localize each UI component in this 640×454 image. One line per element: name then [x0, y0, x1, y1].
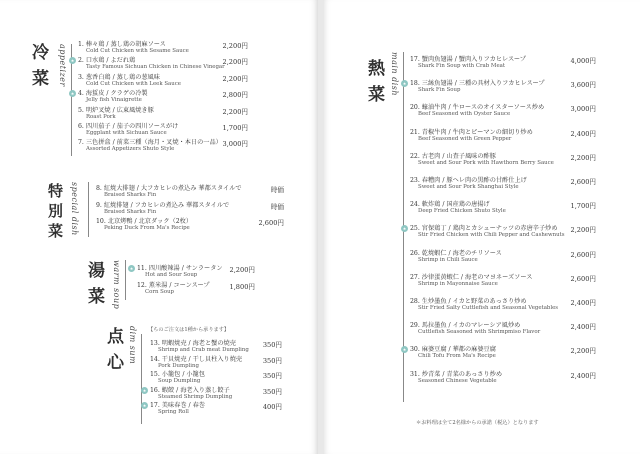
- menu-item-name-en: Assorted Appetizers Shuto Style: [86, 146, 175, 153]
- menu-item-name-en: Chili Tofu From Ma's Recipe: [418, 353, 496, 360]
- menu-item-name-jp: 9. 紅焼排翅 / フカヒレの煮込み 華都スタイルで: [96, 201, 230, 209]
- menu-item: [150, 356, 242, 370]
- menu-item-name-en: Corn Soup: [145, 289, 174, 295]
- menu-item: [410, 104, 544, 118]
- menu-item-name-en: Seasoned Chinese Vegetable: [418, 377, 497, 384]
- soup-divider: [125, 260, 126, 300]
- menu-item: [78, 123, 178, 137]
- menu-item-name-en: Stir Fried Salty Cuttlefish and Seasonal Vegetables: [418, 305, 559, 311]
- menu-item: [410, 346, 496, 360]
- menu-item-name-en: Stir Fried Chicken with Chili Pepper and Cashewnuts: [418, 232, 565, 239]
- menu-item-price: 2,600円: [570, 178, 596, 186]
- menu-item-name-en: Eggplant with Sichuan Sauce: [86, 130, 167, 136]
- recommend-badge-icon: ★: [402, 81, 407, 87]
- menu-item-price: 350円: [262, 387, 282, 396]
- menu-item-name-jp: 17. 美味春巻 / 春巻: [150, 402, 205, 409]
- menu-item-name-jp: 8. 紅焼大排翅 / 大フカヒレの煮込み 華都スタイルで: [96, 185, 242, 192]
- menu-item-name-jp: 5. 明炉叉焼 / 広東風焼き豚: [78, 106, 154, 114]
- special-title-en: special dish: [70, 182, 79, 236]
- menu-item: [150, 340, 249, 354]
- menu-item-price: 2,400円: [570, 129, 596, 138]
- menu-item-name-jp: 16. 蝦餃 / 海老入り蒸し餃子: [150, 386, 230, 394]
- menu-item: [410, 298, 558, 312]
- menu-item: [78, 107, 154, 121]
- menu-item-name-en: Beef Seasoned with Oyster Sauce: [418, 111, 511, 118]
- menu-item: [410, 153, 554, 167]
- menu-item: [96, 185, 242, 199]
- main-title-en: main dish: [390, 52, 399, 97]
- menu-item-price: 2,200円: [229, 266, 255, 274]
- menu-item-name-en: Shark Fin Soup with Crab Meat: [418, 63, 506, 69]
- menu-item-name-en: Steamed Shrimp Dumpling: [158, 393, 233, 400]
- main-footer-note: ＊お料理は全て2名様からの承諾（税込）となります: [416, 420, 539, 426]
- menu-item: [410, 322, 540, 336]
- menu-item-price: 4,000円: [570, 57, 596, 65]
- menu-item-name-jp: 20. 蠔油牛肉 / 牛ロースのオイスターソース炒め: [410, 104, 545, 112]
- special-title-jp: 特別菜: [48, 182, 65, 240]
- menu-item-price: 2,600円: [570, 250, 596, 259]
- recommend-badge-icon: ★: [402, 347, 407, 353]
- soup-title-en: warm soup: [112, 260, 121, 310]
- menu-item-price: 1,700円: [222, 124, 248, 132]
- menu-item-price: 350円: [262, 356, 282, 365]
- main-title-jp: 熱菜: [368, 59, 386, 105]
- menu-item: [96, 202, 229, 216]
- menu-item-name-jp: 26. 乾焼蝦仁 / 海老のチリソース: [410, 249, 502, 257]
- menu-item-name-en: Shark Fin Soup: [418, 87, 461, 94]
- recommend-badge-icon: ★: [402, 226, 407, 232]
- menu-item: [150, 387, 232, 401]
- menu-item: [410, 250, 502, 264]
- menu-item-name-en: Beef Seasoned with Green Pepper: [418, 135, 512, 142]
- menu-item: [78, 74, 181, 88]
- menu-item-name-en: Braised Sharks Fin: [104, 192, 157, 198]
- menu-item-name-jp: 2. 口水鶏 / よだれ鶏: [78, 57, 136, 65]
- menu-item-price: 2,800円: [222, 91, 248, 100]
- menu-item-name-jp: 28. 生炒墨魚 / イカと野菜のあっさり炒め: [410, 298, 527, 305]
- menu-item-name-jp: 27. 沙律蛋黄蝦仁 / 海老のマヨネーズソース: [410, 273, 533, 281]
- menu-item-name-en: Shrimp in Chili Sauce: [418, 256, 478, 263]
- menu-item-price: 2,200円: [222, 107, 248, 116]
- menu-item-name-jp: 18. 三絲魚翅湯 / 三種の具材入りフカヒレスープ: [410, 80, 545, 88]
- menu-item-name-jp: 4. 海蜇皮 / クラゲの冷製: [78, 90, 148, 98]
- cold-title-en: appetizer: [58, 44, 67, 87]
- menu-item: [410, 225, 565, 239]
- recommend-badge-icon: ★: [70, 91, 75, 97]
- menu-item: [78, 139, 222, 153]
- menu-item-price: 2,200円: [222, 74, 248, 83]
- menu-item-price: 3,600円: [570, 81, 596, 90]
- dimsum-title-en: dim sum: [128, 326, 137, 365]
- menu-item-name-jp: 10. 北京烤鴨 / 北京ダック（2枚）: [96, 218, 193, 225]
- menu-item-name-en: Cold Cut Chicken with Leek Sauce: [86, 80, 181, 87]
- menu-item-price: 2,200円: [222, 58, 248, 67]
- menu-item-price: 1,800円: [229, 283, 255, 291]
- menu-item-name-jp: 21. 青椒牛肉 / 牛肉とピーマンの細切り炒め: [410, 128, 533, 136]
- menu-item-price: 2,400円: [570, 323, 596, 332]
- cold-title-jp: 冷菜: [32, 43, 50, 89]
- menu-item-price: 2,200円: [570, 153, 596, 162]
- menu-item: [410, 371, 502, 385]
- menu-item-name-en: Deep Fried Chicken Shuto Style: [418, 208, 506, 215]
- menu-item-name-en: Cuttlefish Seasoned with Shrimpmiso Flavor: [418, 329, 541, 336]
- menu-item-price: 2,400円: [570, 299, 596, 307]
- menu-item: [78, 57, 225, 71]
- recommend-badge-icon: ★: [129, 266, 134, 271]
- dimsum-note: 【ちのご注文は1種から承ります】: [148, 327, 230, 333]
- menu-item: [410, 177, 527, 191]
- menu-item-name-en: Tasty Famous Sichuan Chicken in Chinese Vinegar: [86, 64, 225, 71]
- menu-item-name-en: Soup Dumpling: [158, 378, 201, 384]
- menu-item-name-jp: 24. 軟炸鶏 / 国産鶏の唐揚げ: [410, 201, 490, 209]
- recommend-badge-icon: ★: [142, 403, 147, 408]
- menu-item: [137, 282, 210, 296]
- menu-item: [410, 80, 545, 94]
- menu-item-name-en: Jelly fish Vinaigrette: [86, 97, 142, 104]
- menu-item-name-jp: 31. 炒青菜 / 青菜のあっさり炒め: [410, 370, 503, 378]
- menu-item-price: 1,700円: [570, 202, 596, 211]
- menu-item-name-en: Spring Roll: [158, 409, 189, 415]
- menu-item-name-jp: 15. 小籠包 / 小籠包: [150, 371, 205, 378]
- menu-item-price: 時価: [270, 202, 284, 211]
- menu-item-name-jp: 11. 四川酸辣湯 / サンラータン: [137, 265, 223, 272]
- menu-item-price: 350円: [262, 372, 282, 380]
- menu-item-price: 350円: [262, 341, 282, 349]
- menu-item-name-en: Cold Cut Chicken with Sesame Sauce: [86, 48, 189, 54]
- menu-item: [150, 371, 205, 385]
- menu-item: [410, 56, 526, 70]
- menu-item-price: 400円: [262, 403, 282, 411]
- menu-item-name-jp: 25. 宮保鶏丁 / 鶏肉とカシューナッツの赤唐辛子炒め: [410, 225, 558, 233]
- menu-item-name-jp: 1. 棒々鶏 / 蒸し鶏の胡麻ソース: [78, 41, 166, 48]
- menu-item-price: 2,200円: [570, 347, 596, 356]
- menu-item: [96, 218, 192, 232]
- menu-item-name-en: Braised Sharks Fin: [104, 208, 157, 215]
- menu-item-name-jp: 3. 葱香白鶏 / 蒸し鶏の葱風味: [78, 73, 160, 81]
- menu-item-name-en: Shrimp and Crab meat Dumpling: [158, 347, 249, 353]
- menu-item-name-en: Hot and Sour Soup: [145, 272, 198, 278]
- menu-item-price: 2,400円: [570, 371, 596, 380]
- menu-item: [410, 274, 532, 288]
- menu-item: [78, 41, 189, 55]
- menu-item-name-jp: 22. 古老肉 / 山査子風味の酢豚: [410, 152, 496, 160]
- menu-item-name-jp: 30. 麻婆豆腐 / 華都の麻婆豆腐: [410, 346, 496, 354]
- menu-item-price: 3,000円: [570, 105, 596, 114]
- menu-item-name-jp: 7. 三色拼盒 / 前菜三種（海月・叉焼・本日の一品）: [78, 139, 222, 147]
- recommend-badge-icon: ★: [70, 58, 75, 64]
- menu-item-price: 時価: [270, 186, 284, 194]
- soup-title-jp: 湯菜: [88, 261, 106, 307]
- dimsum-divider: [141, 334, 142, 424]
- menu-item-price: 2,600円: [570, 274, 596, 283]
- special-divider: [88, 182, 89, 237]
- menu-item: [150, 402, 205, 416]
- menu-item-name-en: Roast Pork: [86, 113, 116, 120]
- menu-item-name-en: Sweet and Sour Pork with Hawthorn Berry Sauce: [418, 159, 554, 166]
- menu-item-price: 2,200円: [570, 226, 596, 235]
- menu-item-name-jp: 6. 四川茄子 / 茄子の四川ソースがけ: [78, 123, 179, 130]
- menu-item-name-jp: 13. 明蝦焼売 / 海老と蟹の焼売: [150, 340, 236, 347]
- menu-item-name-jp: 12. 薫米湯 / コーンスープ: [137, 282, 210, 289]
- menu-item-price: 2,600円: [258, 219, 284, 227]
- menu-item: [78, 90, 148, 104]
- menu-item-name-en: Peking Duck From Ma's Recipe: [104, 225, 190, 231]
- menu-item-name-en: Shrimp in Mayonnaise Sauce: [418, 280, 498, 287]
- menu-item-price: 2,200円: [222, 42, 248, 50]
- menu-item-price: 3,000円: [222, 140, 248, 149]
- menu-item-name-en: Sweet and Sour Pork Shanghai Style: [418, 184, 519, 190]
- menu-item-name-jp: 29. 馬拉墨魚 / イカのマレーシア風炒め: [410, 322, 521, 330]
- menu-item-name-jp: 17. 蟹肉魚翅湯 / 蟹肉入りフカヒレスープ: [410, 56, 526, 63]
- recommend-badge-icon: ★: [142, 387, 147, 393]
- menu-item: [410, 201, 506, 215]
- menu-item-name-en: Pork Dumpling: [158, 362, 199, 369]
- menu-item: [137, 265, 223, 279]
- menu-item-name-jp: 14. 干貝焼売 / 干し貝柱入り焼売: [150, 355, 243, 363]
- menu-item-name-jp: 23. 春糟肉 / 豚ヘレ肉の黒酢の甘酢仕上げ: [410, 177, 527, 184]
- menu-item: [410, 129, 533, 143]
- dimsum-title-jp: 点心: [107, 327, 125, 373]
